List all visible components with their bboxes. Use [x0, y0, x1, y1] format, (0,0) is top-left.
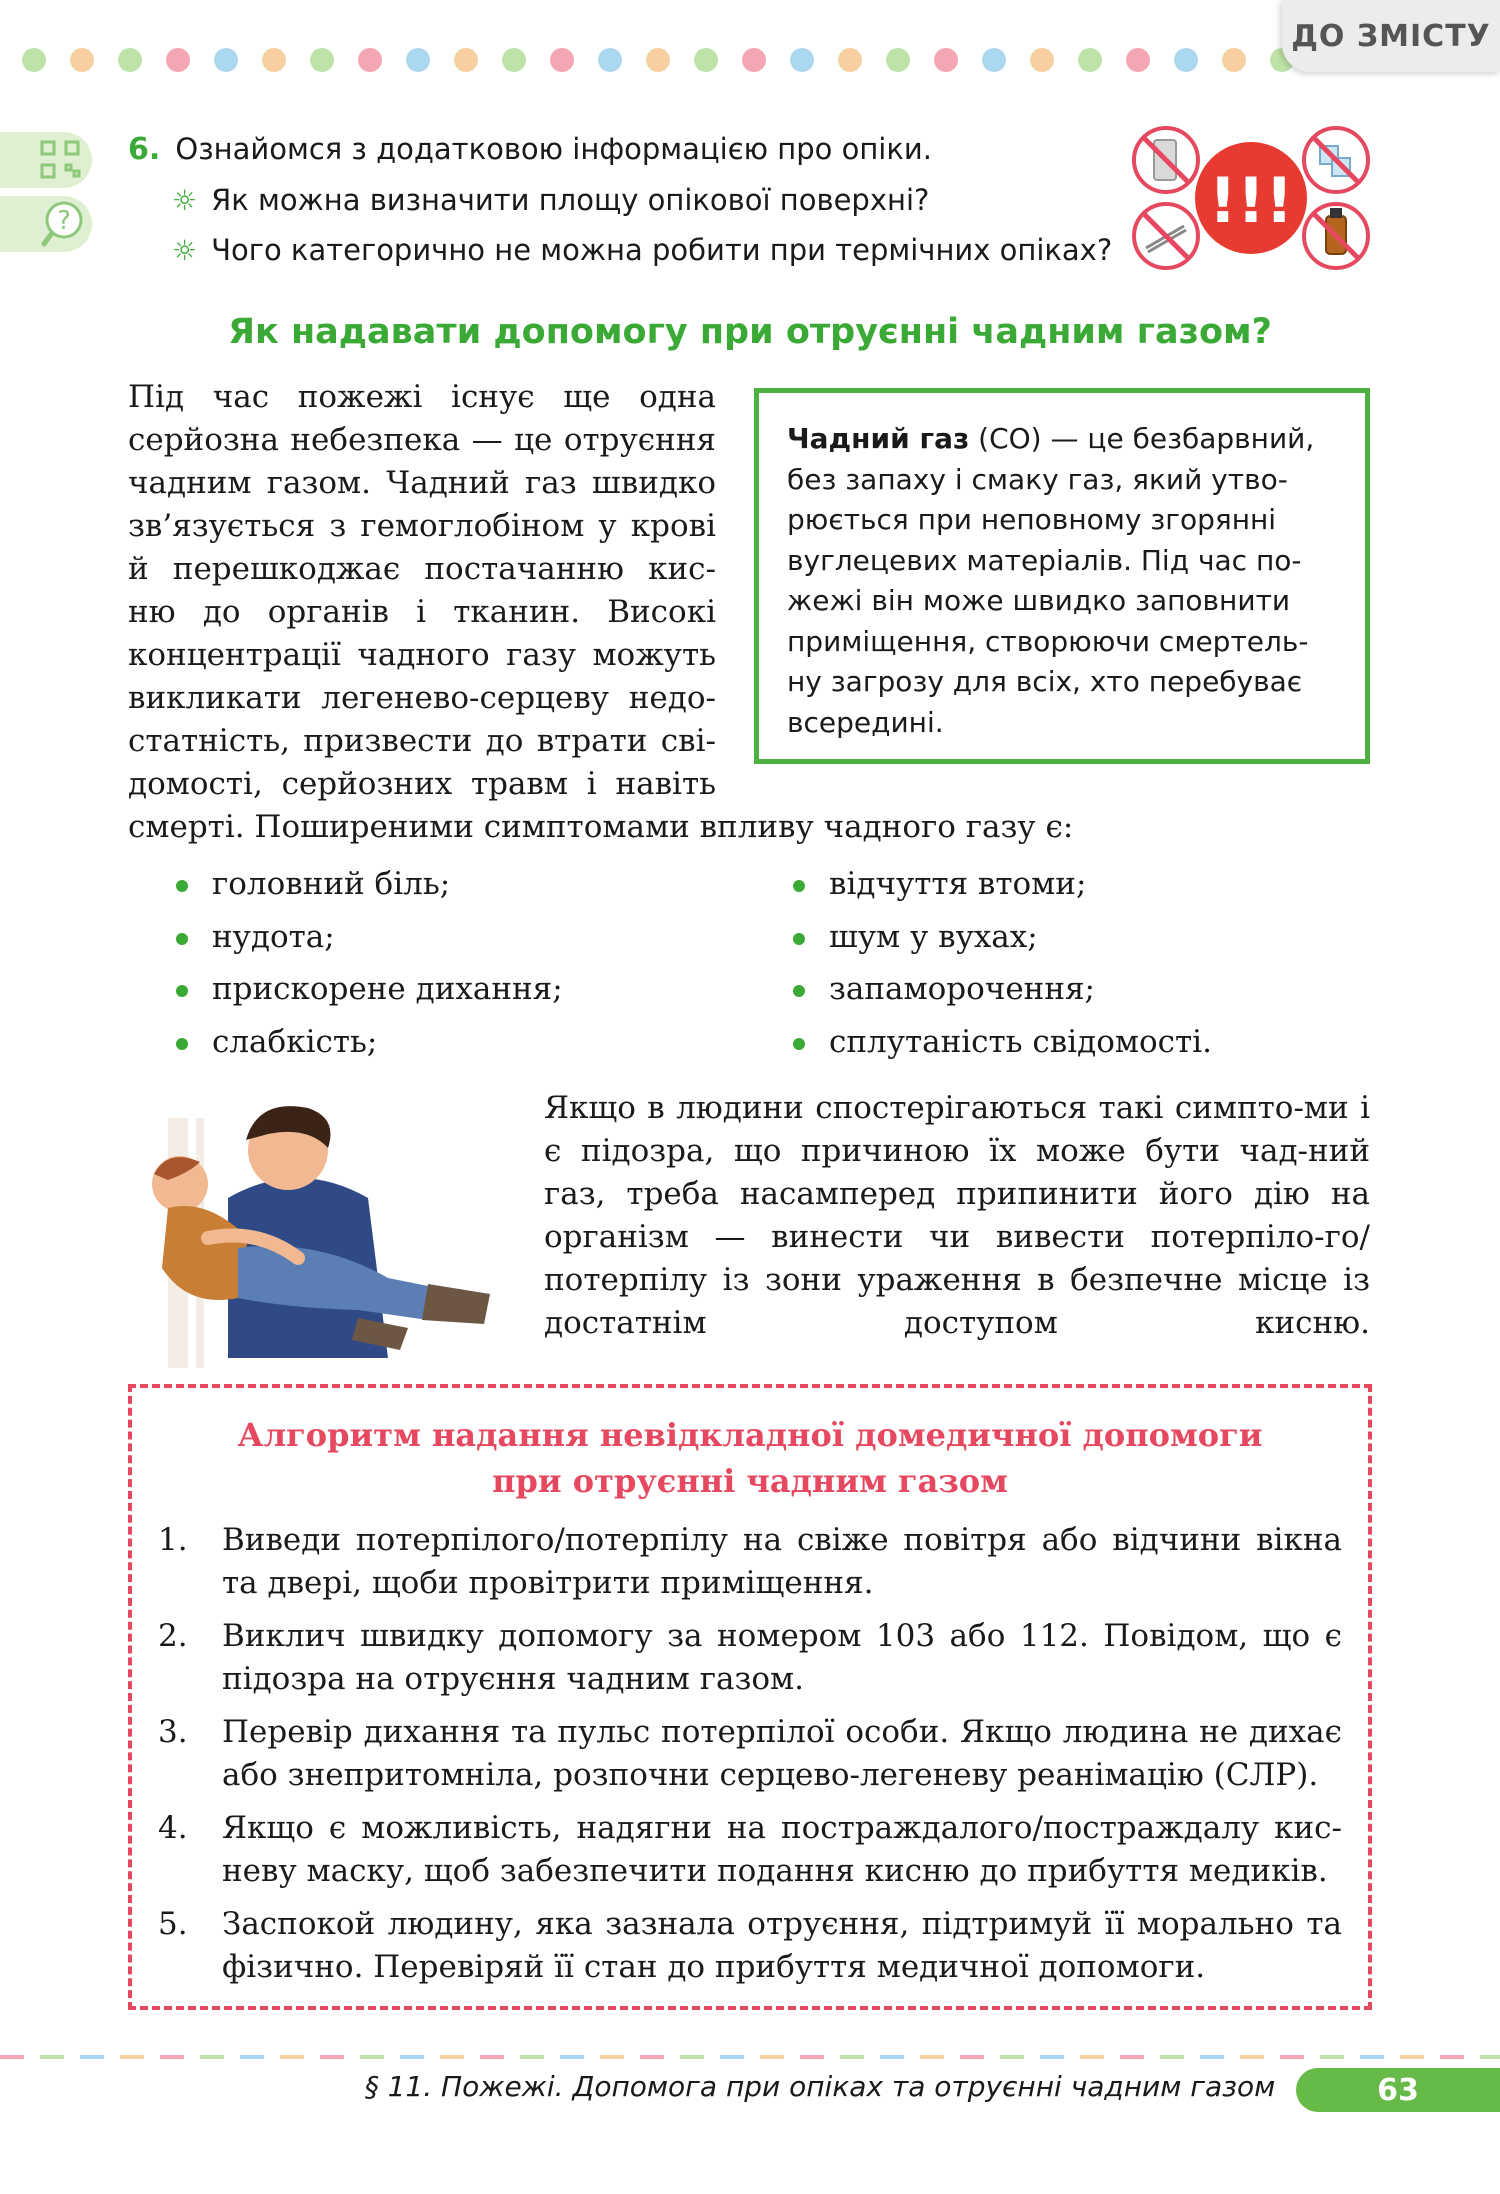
svg-text:?: ?	[57, 206, 71, 236]
intro-line: статність, призвести до втрати сві-	[128, 723, 716, 759]
algorithm-steps-list	[132, 1519, 1368, 1999]
algorithm-step	[132, 1807, 1368, 1893]
question-search-button[interactable]	[0, 196, 92, 252]
prohibited-ice-icon	[1304, 128, 1368, 192]
decorative-dot	[886, 48, 910, 72]
task-question-2	[172, 233, 1112, 267]
list-item: слабкість;	[172, 1016, 732, 1069]
step-text: Заспокой людину, яка зазнала отруєння, підтримуй її морально та фізично. Перевіряй її стан до прибуття медичної допомоги.	[222, 1906, 1342, 1985]
decorative-dot	[838, 48, 862, 72]
question-text: Чого категорично не можна робити при термічних опіках?	[211, 233, 1113, 267]
decorative-dot	[1222, 48, 1246, 72]
step-text: Якщо є можливість, надягни на постраждалого/постраждалу кис-неву маску, щоб забезпечити подання кисню до прибуття медиків.	[222, 1810, 1342, 1889]
intro-line: Під час пожежі існує ще одна	[128, 379, 716, 415]
definition-text: (СО) — це безбарвний, без запаху і смаку газ, який утво-рюється при неповному згорянні вуглецевих матеріалів. Під час по-жежі він може швидко заповнити приміщення, створюючи смертель-ну загрозу для всіх, хто перебуває всередині.	[787, 422, 1315, 739]
intro-line: ню до органів і тканин. Високі	[128, 594, 716, 630]
decorative-dot	[1174, 48, 1198, 72]
intro-line: зв’язується з гемоглобіном у крові	[128, 508, 716, 544]
top-dots-decoration	[22, 48, 1294, 72]
algorithm-step	[132, 1519, 1368, 1605]
intro-line: домості, серйозних травм і навіть	[128, 766, 716, 802]
intro-line: серйозна небезпека — це отруєння	[128, 422, 716, 458]
step-text: Виведи потерпілого/потерпілу на свіже повітря або відчини вікна та двері, щоби провітрити приміщення.	[222, 1522, 1342, 1601]
task-question-1	[172, 183, 929, 217]
intro-paragraph-last-line: смерті. Поширеними симптомами впливу чадного газу є:	[128, 809, 1074, 845]
decorative-dot	[166, 48, 190, 72]
step-number: 4.	[158, 1810, 188, 1846]
decorative-dot	[406, 48, 430, 72]
decorative-dot	[646, 48, 670, 72]
warning-sign-text: !!!	[1208, 164, 1294, 237]
decorative-dot	[742, 48, 766, 72]
decorative-dot	[70, 48, 94, 72]
decorative-dot	[1126, 48, 1150, 72]
prohibited-iodine-icon	[1304, 204, 1368, 268]
decorative-dot	[262, 48, 286, 72]
symptoms-list-right	[789, 858, 1369, 1068]
decorative-dot	[982, 48, 1006, 72]
decorative-dot	[118, 48, 142, 72]
decorative-dot	[22, 48, 46, 72]
intro-line: концентрації чадного газу можуть	[128, 637, 716, 673]
decorative-dot	[454, 48, 478, 72]
list-item: відчуття втоми;	[789, 858, 1369, 911]
question-text: Як можна визначити площу опікової поверхні?	[211, 183, 930, 217]
decorative-dot	[694, 48, 718, 72]
warning-exclamation-icon	[1195, 142, 1307, 254]
intro-paragraph	[128, 376, 716, 806]
list-item: запаморочення;	[789, 963, 1369, 1016]
burn-prohibitions-illustration	[1126, 118, 1376, 278]
qr-code-button[interactable]	[0, 132, 92, 188]
decorative-dot	[310, 48, 334, 72]
definition-term: Чадний газ	[787, 422, 970, 455]
decorative-dot	[598, 48, 622, 72]
decorative-dot	[214, 48, 238, 72]
decorative-dot	[790, 48, 814, 72]
list-item: прискорене дихання;	[172, 963, 732, 1016]
question-magnifier-icon	[40, 198, 92, 252]
step-number: 1.	[158, 1522, 188, 1558]
task-title: Ознайомся з додатковою інформацією про опіки.	[175, 132, 932, 166]
prohibited-pin-icon	[1134, 204, 1198, 268]
step-number: 5.	[158, 1906, 188, 1942]
list-item: сплутаність свідомості.	[789, 1016, 1369, 1069]
intro-line: викликати легенево-серцеву недо-	[128, 680, 716, 716]
list-item: головний біль;	[172, 858, 732, 911]
table-of-contents-tab[interactable]: ДО ЗМІСТУ	[1282, 0, 1500, 72]
intro-line: й перешкоджає постачанню кис-	[128, 551, 716, 587]
algorithm-title-line-1: Алгоритм надання невідкладної домедичної допомоги	[237, 1416, 1263, 1454]
footer-section-title: § 11. Пожежі. Допомога при опіках та отруєнні чадним газом	[364, 2070, 1276, 2103]
decorative-dot	[358, 48, 382, 72]
decorative-dot	[550, 48, 574, 72]
step-text: Виклич швидку допомогу за номером 103 або 112. Повідом, що є підозра на отруєння чадним газом.	[222, 1618, 1342, 1697]
definition-box	[754, 388, 1370, 764]
task-header	[128, 132, 932, 167]
algorithm-title-line-2: при отруєнні чадним газом	[492, 1462, 1008, 1500]
decorative-dot	[1030, 48, 1054, 72]
algorithm-step	[132, 1711, 1368, 1797]
list-item: шум у вухах;	[789, 911, 1369, 964]
footer-divider	[0, 2055, 1500, 2059]
symptoms-list-left	[172, 858, 732, 1068]
intro-line: чадним газом. Чадний газ швидко	[128, 465, 716, 501]
algorithm-step	[132, 1903, 1368, 1989]
prohibited-ointment-icon	[1134, 128, 1198, 192]
first-aid-algorithm-box	[128, 1384, 1372, 2010]
step-number: 2.	[158, 1618, 188, 1654]
step-text: Перевір дихання та пульс потерпілої особи. Якщо людина не дихає або знепритомніла, розпочни серцево-легеневу реанімацію (СЛР).	[222, 1714, 1342, 1793]
task-number: 6.	[128, 132, 161, 167]
section-heading: Як надавати допомогу при отруєнні чадним газом?	[228, 312, 1272, 352]
decorative-dot	[934, 48, 958, 72]
qr-code-icon	[38, 138, 84, 182]
algorithm-step	[132, 1615, 1368, 1701]
sun-bullet-icon: ☼	[172, 234, 198, 267]
sun-bullet-icon: ☼	[172, 184, 198, 217]
rescue-instructions-paragraph: Якщо в людини спостерігаються такі симпто-ми і є підозра, що причиною їх може бути чад-ний газ, треба насамперед припинити його дію на організм — винести чи вивести потерпіло-го/потерпілу із зони ураження в безпечне місце із достатнім доступом кисню.	[544, 1090, 1370, 1341]
list-item: нудота;	[172, 911, 732, 964]
decorative-dot	[1078, 48, 1102, 72]
step-number: 3.	[158, 1714, 188, 1750]
page-number: 63	[1296, 2068, 1500, 2112]
rescuer-carrying-victim-illustration	[138, 1088, 514, 1378]
decorative-dot	[502, 48, 526, 72]
